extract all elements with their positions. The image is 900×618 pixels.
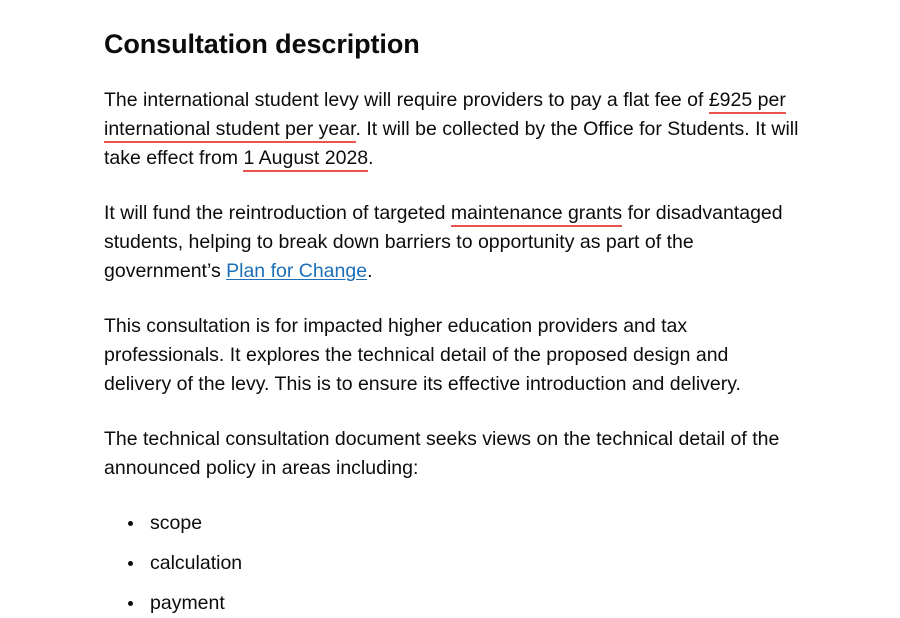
- list-item: calculation: [128, 549, 800, 578]
- plan-for-change-link[interactable]: Plan for Change: [226, 260, 368, 283]
- page-title: Consultation description: [104, 29, 420, 59]
- text-fragment: It will fund the reintroduction of targeted: [104, 202, 451, 225]
- text-fragment: for disadvantaged students, helping to break down barriers to opportunity as part of the government’s: [104, 202, 783, 283]
- paragraph-audience: This consultation is for impacted higher education providers and tax professionals. It explores the technical detail of the proposed design and delivery of the levy. This is to ensure its effective introduction and delivery.: [104, 315, 741, 396]
- text-fragment: .: [368, 147, 374, 170]
- paragraph-areas-intro: The technical consultation document seeks views on the technical detail of the announced policy in areas including:: [104, 428, 780, 480]
- list-item: scope: [128, 509, 800, 538]
- text-fragment: . It will be collected by the Office for Students. It will take effect from: [104, 118, 799, 170]
- highlighted-date: 1 August 2028: [243, 147, 368, 172]
- text-fragment: .: [367, 260, 373, 283]
- highlighted-fee: £925 per international student per year: [104, 89, 786, 143]
- paragraph-maintenance-grants: [104, 199, 800, 286]
- paragraph-levy-fee: [104, 86, 800, 173]
- areas-list: [104, 509, 800, 618]
- text-fragment: The international student levy will require providers to pay a flat fee of: [104, 89, 709, 112]
- highlighted-maintenance-grants: maintenance grants: [451, 202, 622, 227]
- list-item: payment: [128, 589, 800, 618]
